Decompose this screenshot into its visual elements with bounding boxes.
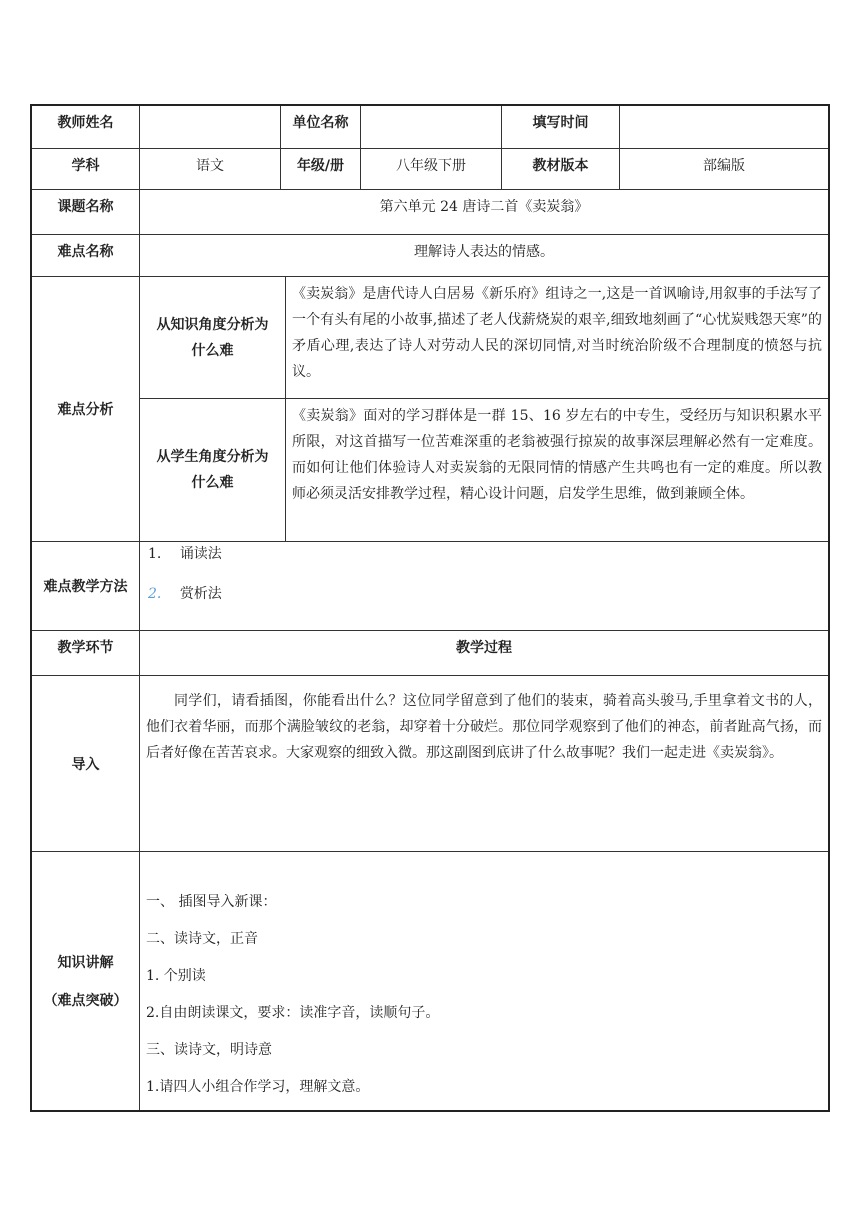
- method-item-text: 诵读法: [179, 546, 222, 562]
- method-item-number: 2.: [148, 586, 162, 602]
- student-angle-label: 从学生角度分析为什么难: [140, 399, 286, 541]
- knowledge-angle-label: 从知识角度分析为什么难: [140, 277, 286, 398]
- topic-label: 课题名称: [32, 190, 140, 234]
- grade-label: 年级/册: [281, 149, 361, 189]
- topic-row: [32, 190, 828, 235]
- edition-value: 部编版: [703, 158, 745, 174]
- method-item: [146, 584, 822, 604]
- process-label: 教学过程: [456, 640, 512, 656]
- method-row: [32, 542, 828, 631]
- unit-name-value: [361, 106, 502, 148]
- knowledge-steps: [140, 852, 828, 1110]
- intro-label: 导入: [32, 676, 140, 851]
- difficulty-row: [32, 235, 828, 277]
- topic-value: 第六单元 24 唐诗二首《卖炭翁》: [379, 199, 589, 215]
- grade-value: 八年级下册: [361, 149, 502, 189]
- knowledge-step: 三、读诗文，明诗意: [146, 1042, 272, 1058]
- knowledge-label-line2: （难点突破）: [43, 993, 128, 1009]
- edition-label: 教材版本: [502, 149, 620, 189]
- knowledge-label: [32, 852, 140, 1110]
- method-item: [146, 544, 822, 584]
- knowledge-row: [32, 852, 828, 1112]
- student-angle-text: 《卖炭翁》面对的学习群体是一群 15、16 岁左右的中专生，受经历与知识积累水平所限，对这首描写一位苦难深重的老翁被强行掠炭的故事深层理解必然有一定难度。而如何让他们体验诗人对卖炭翁的无限同情的情感产生共鸣也有一定的难度。所以教师必须灵活安排教学过程，精心设计问题，启发学生思维，做到兼顾全体。: [292, 408, 822, 502]
- analysis-label: 难点分析: [32, 277, 140, 541]
- method-list: [140, 542, 828, 630]
- knowledge-label-line1: 知识讲解: [57, 955, 114, 971]
- process-header-row: [32, 631, 828, 676]
- knowledge-step: 一、 插图导入新课：: [146, 894, 277, 910]
- teacher-name-label: 教师姓名: [32, 106, 140, 148]
- lesson-plan-table: [30, 104, 830, 1112]
- intro-row: [32, 676, 828, 852]
- knowledge-step: 二、读诗文，正音: [146, 931, 258, 947]
- student-analysis: [140, 399, 828, 541]
- analysis-row: [32, 277, 828, 542]
- teacher-info-row: [32, 106, 828, 149]
- knowledge-step: 1. 个别读: [146, 968, 206, 984]
- fill-time-value: [620, 106, 828, 148]
- unit-name-label: 单位名称: [281, 106, 361, 148]
- analysis-body: [140, 277, 828, 541]
- subject-row: [32, 149, 828, 190]
- fill-time-label: 填写时间: [502, 106, 620, 148]
- subject-value: 语文: [140, 149, 281, 189]
- difficulty-value: 理解诗人表达的情感。: [414, 244, 554, 260]
- difficulty-label: 难点名称: [32, 235, 140, 276]
- knowledge-step: 1.请四人小组合作学习，理解文意。: [146, 1079, 370, 1095]
- knowledge-angle-text: 《卖炭翁》是唐代诗人白居易《新乐府》组诗之一,这是一首讽喻诗,用叙事的手法写了一个有头有尾的小故事,描述了老人伐薪烧炭的艰辛,细致地刻画了“心忧炭贱怨天寒”的矛盾心理,表达了诗人对劳动人民的深切同情,对当时统治阶级不合理制度的愤怒与抗议。: [292, 286, 822, 380]
- subject-label: 学科: [32, 149, 140, 189]
- knowledge-step: 2.自由朗读课文，要求：读准字音，读顺句子。: [146, 1005, 440, 1021]
- method-item-text: 赏析法: [179, 586, 222, 602]
- knowledge-analysis: [140, 277, 828, 399]
- intro-text: 同学们，请看插图，你能看出什么？这位同学留意到了他们的装束，骑着高头骏马,手里拿着文书的人，他们衣着华丽，而那个满脸皱纹的老翁，却穿着十分破烂。那位同学观察到了他们的神态，前者趾高气扬，而后者好像在苦苦哀求。大家观察的细致入微。那这副图到底讲了什么故事呢？我们一起走进《卖炭翁》。: [146, 693, 822, 761]
- teacher-name-value: [140, 106, 281, 148]
- method-label: 难点教学方法: [32, 542, 140, 630]
- stage-label: 教学环节: [32, 631, 140, 675]
- method-item-number: 1.: [148, 546, 162, 562]
